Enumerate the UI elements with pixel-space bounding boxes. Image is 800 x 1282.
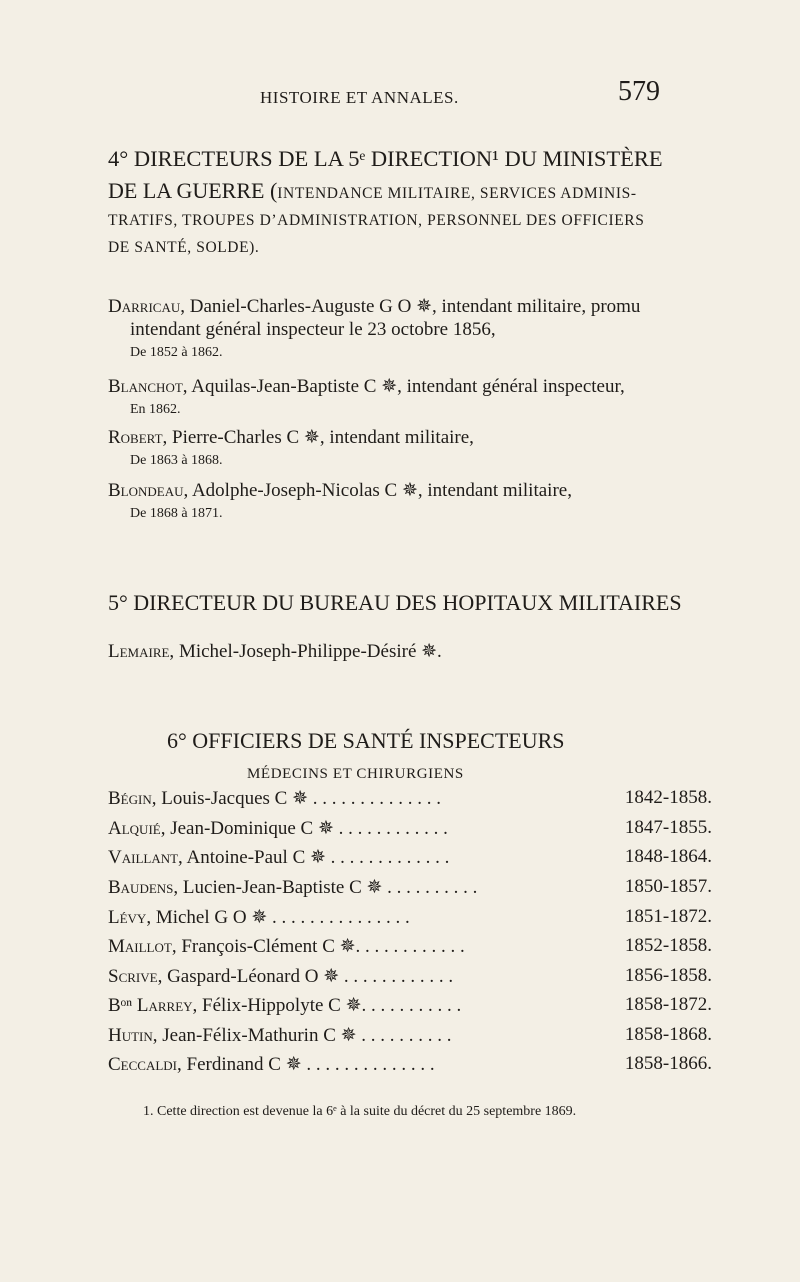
inspector-surname: Lévy, <box>108 907 152 928</box>
inspector-surname: Baudens, <box>108 877 179 898</box>
inspector-surname: Alquié, <box>108 818 166 839</box>
inspector-details: François-Clément C ✵. . . . . . . . . . . . <box>176 936 465 957</box>
inspector-row <box>108 935 712 959</box>
entry-continuation: intendant général inspecteur le 23 octobre 1856, <box>130 318 496 340</box>
inspector-details: Antoine-Paul C ✵ . . . . . . . . . . . . . <box>182 847 450 868</box>
director-entry <box>108 427 708 470</box>
footnote: 1. Cette direction est devenue la 6ᵉ à la suite du décret du 25 septembre 1869. <box>143 1104 577 1119</box>
section-4-title-line3: TRATIFS, TROUPES D’ADMINISTRATION, PERSONNEL DES OFFICIERS <box>108 212 645 230</box>
entry-details: Daniel-Charles-Auguste G O ✵, intendant militaire, promu <box>184 296 641 317</box>
section-4-title-line1: 4° DIRECTEURS DE LA 5ᵉ DIRECTION¹ DU MINISTÈRE <box>108 146 663 171</box>
section-4-title-line2a: DE LA GUERRE ( <box>108 178 278 203</box>
director-entry <box>108 480 708 523</box>
inspector-surname: Maillot, <box>108 936 177 957</box>
section-4-title <box>108 145 708 258</box>
inspector-row <box>108 965 712 989</box>
inspector-years: 1842-1858. <box>624 787 712 808</box>
inspector-details: Louis-Jacques C ✵ . . . . . . . . . . . . . . <box>156 788 442 809</box>
inspector-details: Michel G O ✵ . . . . . . . . . . . . . . . <box>151 907 410 928</box>
inspector-row <box>108 1053 712 1077</box>
inspector-years: 1858-1866. <box>624 1053 712 1074</box>
inspector-row <box>108 846 712 870</box>
inspector-details: Félix-Hippolyte C ✵. . . . . . . . . . . <box>197 995 462 1016</box>
inspector-row <box>108 1024 712 1048</box>
inspector-years: 1856-1858. <box>624 965 712 986</box>
inspector-years: 1851-1872. <box>624 906 712 927</box>
section-6-title: 6° OFFICIERS DE SANTÉ INSPECTEURS <box>167 728 565 753</box>
inspector-details: Gaspard-Léonard O ✵ . . . . . . . . . . . . <box>162 966 454 987</box>
inspector-row <box>108 876 712 900</box>
page-number: 579 <box>618 76 660 107</box>
inspector-surname: Vaillant, <box>108 847 183 868</box>
entry-surname: Lemaire, <box>108 641 175 662</box>
inspector-surname: Scrive, <box>108 966 163 987</box>
inspector-surname: Bᵒⁿ Larrey, <box>108 995 198 1016</box>
section-4-title-line4: DE SANTÉ, SOLDE). <box>108 238 260 256</box>
inspector-years: 1858-1872. <box>624 994 712 1015</box>
inspector-years: 1858-1868. <box>624 1024 712 1045</box>
inspector-details: Ferdinand C ✵ . . . . . . . . . . . . . . <box>181 1054 435 1075</box>
inspector-details: Lucien-Jean-Baptiste C ✵ . . . . . . . . . . <box>178 877 478 898</box>
inspector-row <box>108 994 712 1018</box>
inspector-years: 1850-1857. <box>624 876 712 897</box>
inspector-years: 1847-1855. <box>624 817 712 838</box>
inspector-details: Jean-Félix-Mathurin C ✵ . . . . . . . . . . <box>157 1025 452 1046</box>
inspector-row <box>108 817 712 841</box>
entry-details: Adolphe-Joseph-Nicolas C ✵, intendant militaire, <box>188 480 572 501</box>
section-4-title-line2 <box>108 178 708 204</box>
inspector-years: 1848-1864. <box>624 846 712 867</box>
running-head: HISTOIRE ET ANNALES. <box>260 88 459 107</box>
inspector-row <box>108 787 712 811</box>
entry-dates: De 1863 à 1868. <box>130 452 223 468</box>
entry-details: Aquilas-Jean-Baptiste C ✵, intendant général inspecteur, <box>187 376 625 397</box>
director-entry <box>108 376 708 419</box>
inspector-surname: Bégin, <box>108 788 157 809</box>
entry-details: Pierre-Charles C ✵, intendant militaire, <box>167 427 474 448</box>
section-5-title: 5° DIRECTEUR DU BUREAU DES HOPITAUX MILITAIRES <box>108 590 682 615</box>
entry-surname: Darricau, <box>108 296 185 317</box>
director-entry <box>108 296 708 361</box>
entry-dates: En 1862. <box>130 401 181 417</box>
inspector-surname: Ceccaldi, <box>108 1054 182 1075</box>
bureau-director-entry <box>108 641 708 664</box>
inspector-surname: Hutin, <box>108 1025 158 1046</box>
entry-details: Michel-Joseph-Philippe-Désiré ✵. <box>174 641 442 662</box>
inspector-years: 1852-1858. <box>624 935 712 956</box>
inspector-row <box>108 906 712 930</box>
entry-surname: Blondeau, <box>108 480 189 501</box>
inspector-details: Jean-Dominique C ✵ . . . . . . . . . . . . <box>165 818 448 839</box>
section-6-subtitle: MÉDECINS ET CHIRURGIENS <box>247 766 464 782</box>
entry-dates: De 1852 à 1862. <box>130 344 223 360</box>
entry-dates: De 1868 à 1871. <box>130 505 223 521</box>
section-4-title-line2b: INTENDANCE MILITAIRE, SERVICES ADMINIS- <box>277 185 637 202</box>
entry-surname: Blanchot, <box>108 376 188 397</box>
entry-surname: Robert, <box>108 427 168 448</box>
